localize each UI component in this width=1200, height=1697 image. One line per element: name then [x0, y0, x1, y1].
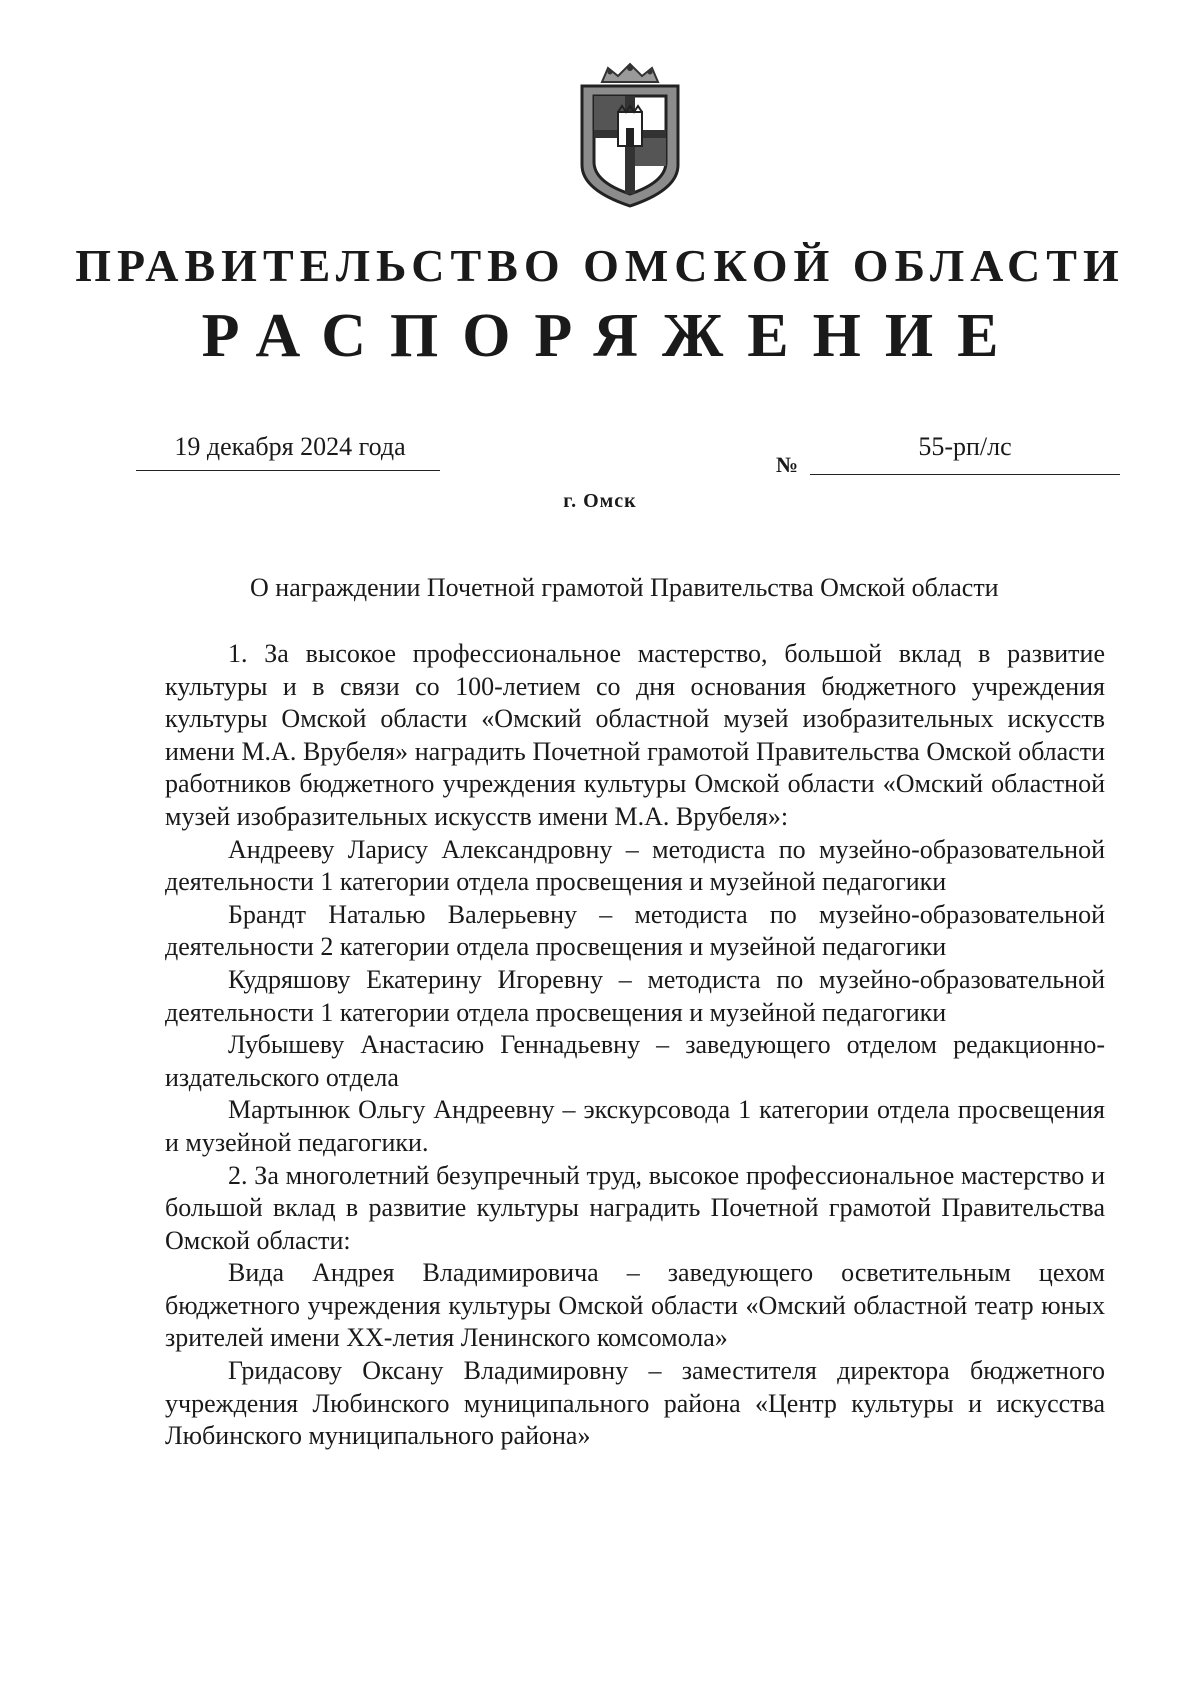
- document-type-title: РАСПОРЯЖЕНИЕ: [201, 302, 1023, 370]
- organization-title: ПРАВИТЕЛЬСТВО ОМСКОЙ ОБЛАСТИ: [75, 240, 1125, 291]
- award-recipient: Кудряшову Екатерину Игоревну – методиста по музейно-образовательной деятельности 1 категории отдела просвещения и музейной педагогики: [165, 964, 1105, 1027]
- paragraph-item-1: 1. За высокое профессиональное мастерство, большой вклад в развитие культуры и в связи со 100-летием со дня основания бюджетного учреждения культуры Омской области «Омский областной музей изобразительных искусств имени М.А. Врубеля» наградить Почетной грамотой Правительства Омской области работников бюджетного учреждения культуры Омской области «Омский областной музей изобразительных искусств имени М.А. Врубеля»:: [165, 639, 1105, 831]
- award-recipient: Лубышеву Анастасию Геннадьевну – заведующего отделом редакционно-издательского отдела: [165, 1030, 1105, 1092]
- number-sign: №: [776, 452, 799, 477]
- award-recipient: Вида Андрея Владимировича – заведующего осветительным цехом бюджетного учреждения культуры Омской области «Омский областной театр юных зрителей имени XX-летия Ленинского комсомола»: [165, 1258, 1105, 1353]
- award-recipient: Андрееву Ларису Александровну – методиста по музейно-образовательной деятельности 1 категории отдела просвещения и музейной педагогики: [165, 834, 1105, 897]
- document-body: [165, 638, 1105, 1453]
- document-date: 19 декабря 2024 года: [174, 432, 406, 461]
- document-number: 55-рп/лс: [918, 432, 1012, 461]
- award-recipient: Мартынюк Ольгу Андреевну – экскурсовода 1 категории отдела просвещения и музейной педагогики.: [165, 1095, 1105, 1157]
- paragraph-item-2: 2. За многолетний безупречный труд, высокое профессиональное мастерство и большой вклад в развитие культуры наградить Почетной грамотой Правительства Омской области:: [165, 1160, 1105, 1255]
- award-recipient: Брандт Наталью Валерьевну – методиста по музейно-образовательной деятельности 2 категории отдела просвещения и музейной педагогики: [165, 899, 1105, 962]
- number-underline: [810, 474, 1120, 475]
- coat-of-arms-icon: [570, 60, 690, 210]
- date-underline: [136, 470, 440, 471]
- city: г. Омск: [563, 490, 637, 512]
- document-subject: О награждении Почетной грамотой Правительства Омской области: [250, 573, 999, 602]
- award-recipient: Гридасову Оксану Владимировну – заместителя директора бюджетного учреждения Любинского муниципального района «Центр культуры и искусства Любинского муниципального района»: [165, 1356, 1105, 1451]
